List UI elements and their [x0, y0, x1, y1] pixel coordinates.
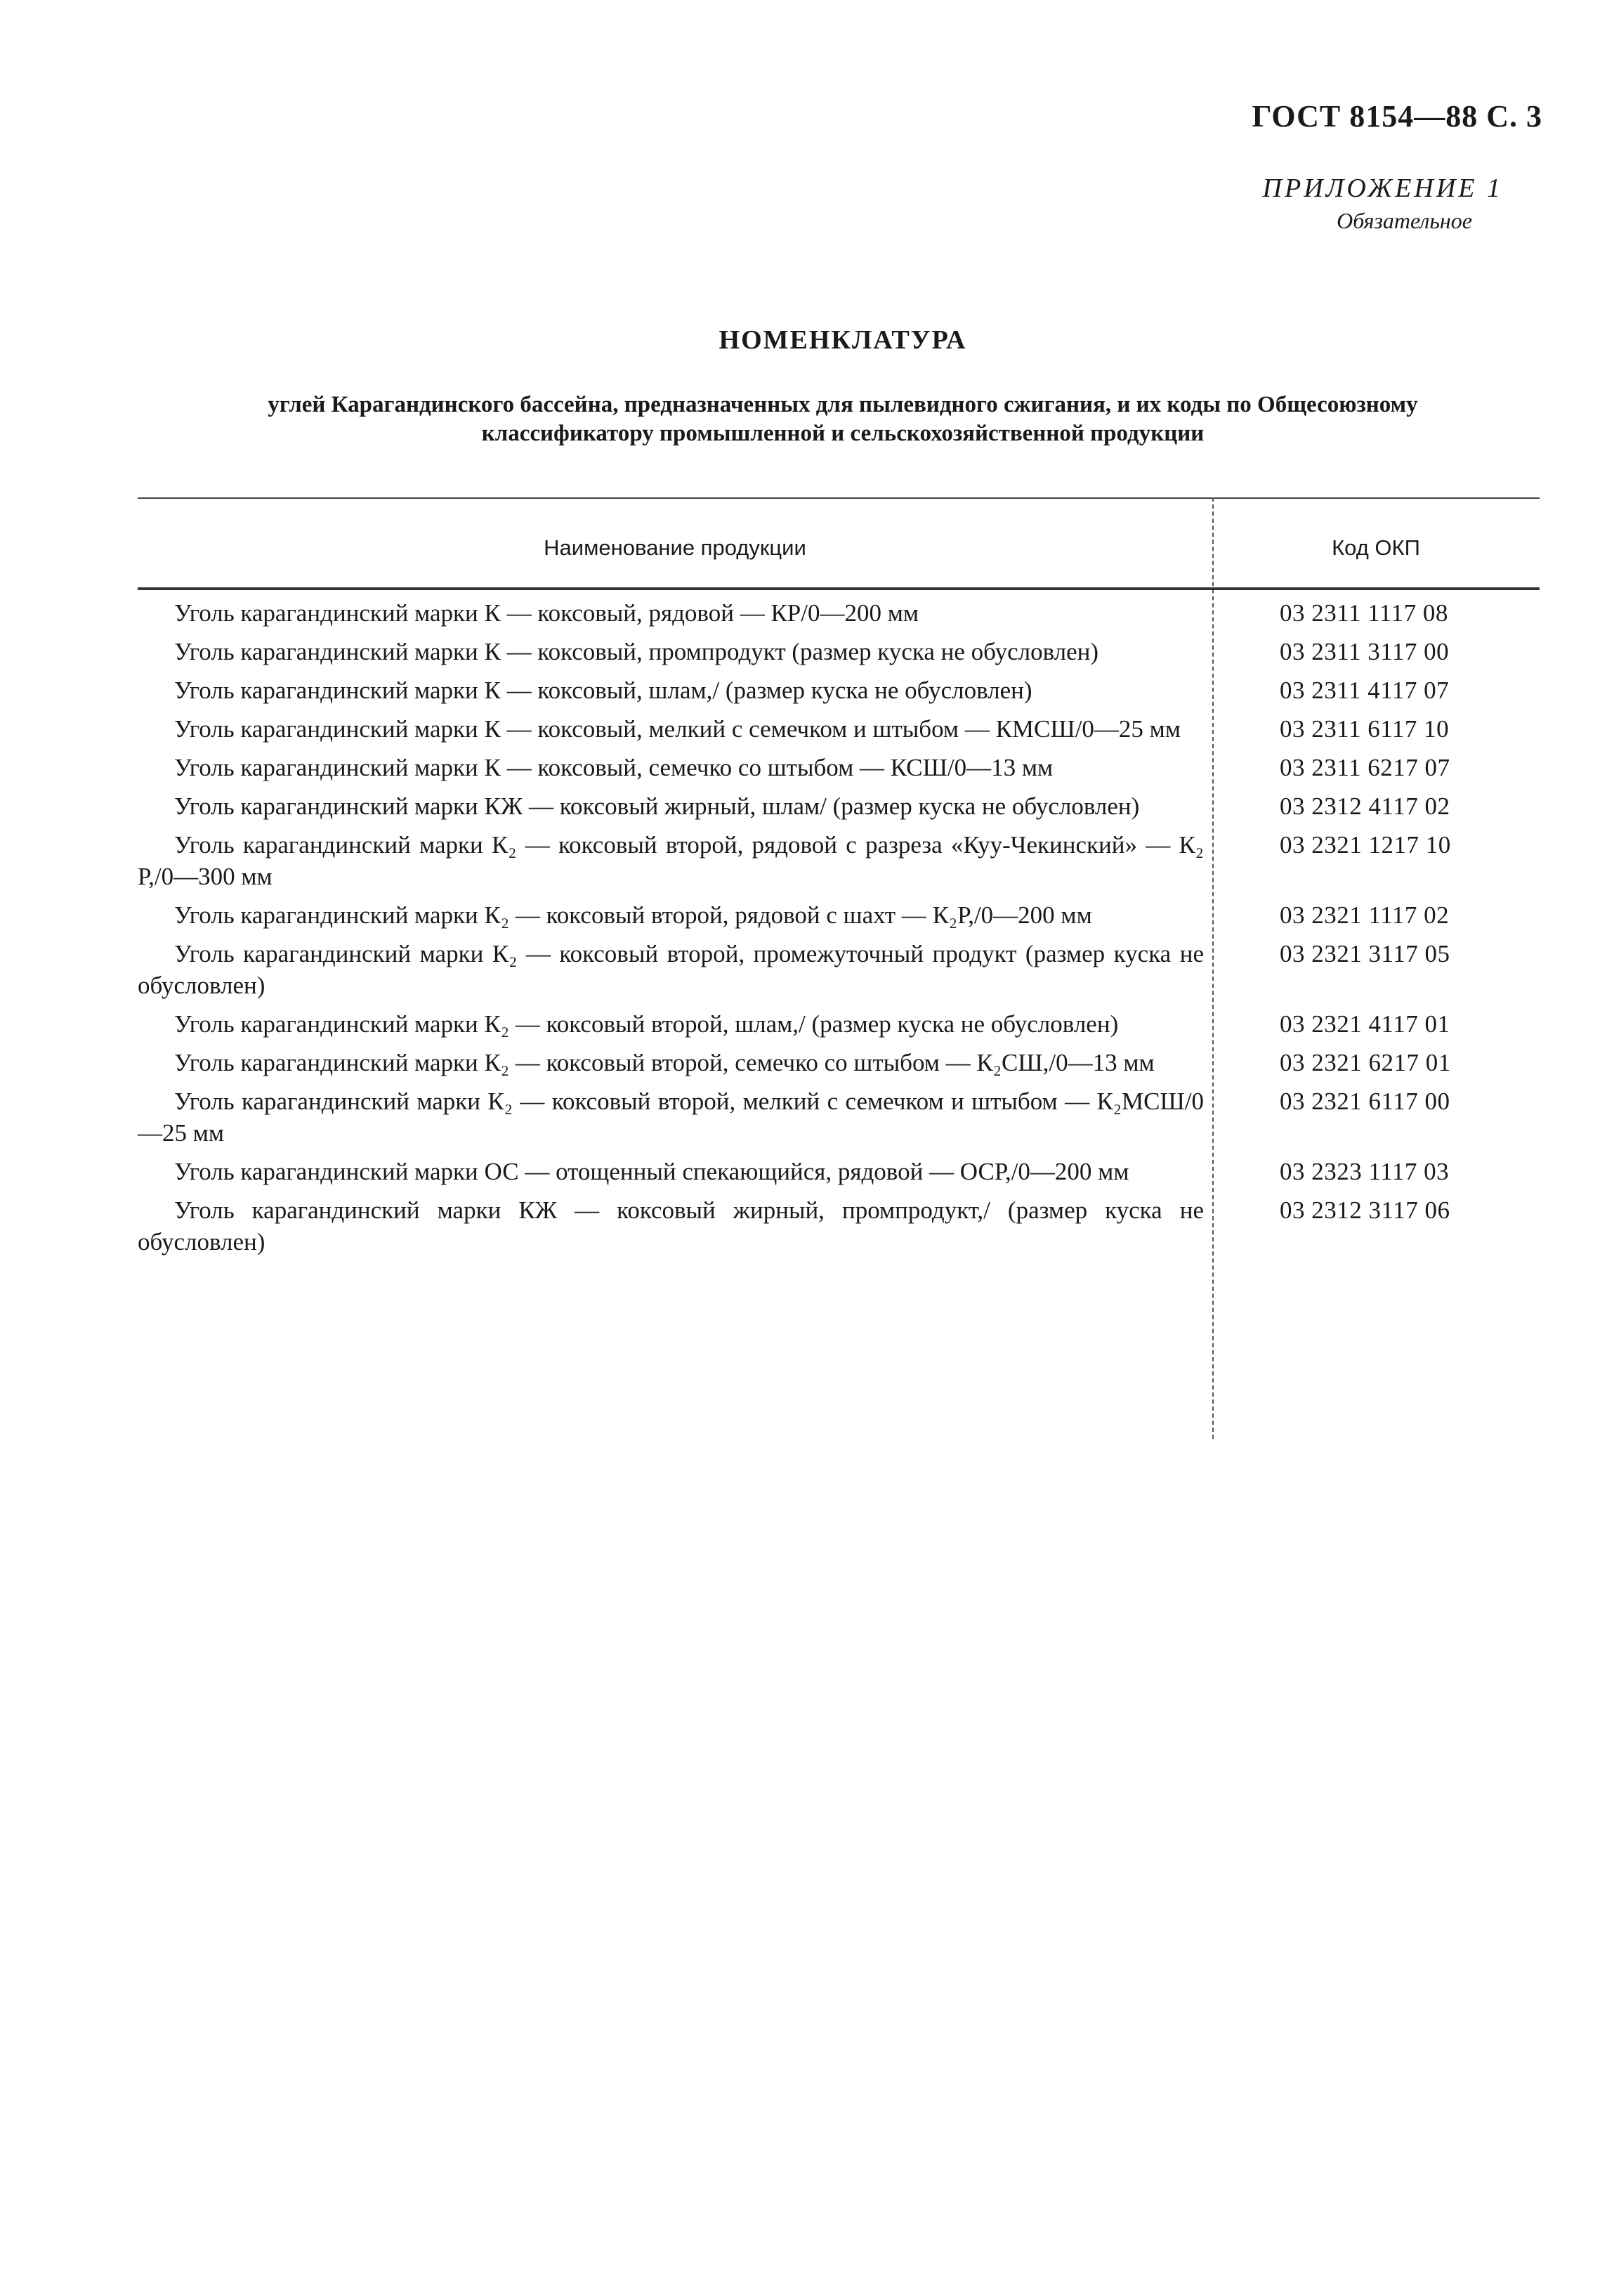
table-row	[138, 790, 1540, 822]
product-name: Уголь карагандинский марки К — коксовый, шлам,/ (размер куска не обусловлен)	[174, 677, 1032, 704]
okp-code: 03 2312 3117 06	[1280, 1196, 1450, 1224]
product-name: Уголь карагандинский марки К₂ — коксовый второй, семечко со штыбом — К₂СШ,/0—13 мм	[174, 1049, 1155, 1076]
document-subtitle: углей Карагандинского бассейна, предназначенных для пылевидного сжигания, и их коды по Общесоюзному классификатору промышленной и сельскохозяйственной продукции	[268, 392, 1418, 446]
product-name: Уголь карагандинский марки К₂ — коксовый второй, шлам,/ (размер куска не обусловлен)	[174, 1010, 1119, 1038]
table-row	[138, 713, 1540, 745]
product-name: Уголь карагандинский марки ОС — отощенный спекающийся, рядовой — ОСР,/0—200 мм	[174, 1158, 1129, 1185]
okp-code: 03 2321 1117 02	[1280, 901, 1450, 929]
okp-code: 03 2323 1117 03	[1280, 1158, 1450, 1185]
table-row	[138, 636, 1540, 667]
okp-code: 03 2311 4117 07	[1280, 677, 1450, 704]
table-row	[138, 1156, 1540, 1187]
okp-code: 03 2321 6117 00	[1280, 1088, 1450, 1115]
product-name: Уголь карагандинский марки К — коксовый, семечко со штыбом — КСШ/0—13 мм	[174, 754, 1054, 781]
product-name: Уголь карагандинский марки К — коксовый, промпродукт (размер куска не обусловлен)	[174, 638, 1099, 665]
table-header-rule	[138, 587, 1540, 590]
okp-code: 03 2311 6117 10	[1280, 715, 1450, 743]
table-row	[138, 899, 1540, 931]
table-body	[138, 597, 1540, 1265]
okp-code: 03 2311 3117 00	[1280, 638, 1450, 665]
product-name: Уголь карагандинский марки К — коксовый, рядовой — КР/0—200 мм	[174, 599, 919, 627]
page-header: ГОСТ 8154—88 С. 3	[1252, 99, 1542, 133]
column-header-name: Наименование продукции	[544, 535, 806, 560]
product-name: Уголь карагандинский марки КЖ — коксовый жирный, шлам/ (размер куска не обусловлен)	[174, 792, 1140, 820]
okp-code: 03 2321 4117 01	[1280, 1010, 1450, 1038]
table-row	[138, 938, 1540, 1001]
table-top-rule	[138, 497, 1540, 499]
column-header-code: Код ОКП	[1332, 535, 1420, 560]
table-row	[138, 1008, 1540, 1040]
table-row	[138, 1194, 1540, 1258]
product-name: Уголь карагандинский марки КЖ — коксовый жирный, промпродукт,/ (размер куска не обусловлен)	[138, 1196, 1204, 1255]
table-row	[138, 829, 1540, 892]
document-title: НОМЕНКЛАТУРА	[719, 325, 967, 355]
okp-code: 03 2311 1117 08	[1280, 599, 1448, 627]
okp-code: 03 2321 3117 05	[1280, 940, 1450, 967]
table-row	[138, 752, 1540, 783]
okp-code: 03 2321 1217 10	[1280, 831, 1451, 859]
product-name: Уголь карагандинский марки К₂ — коксовый второй, рядовой с разреза «Куу-Чекинский» — К₂ Р,/0—300 мм	[138, 831, 1204, 890]
product-name: Уголь карагандинский марки К₂ — коксовый второй, мелкий с семечком и штыбом — К₂МСШ/0—25 мм	[138, 1088, 1204, 1147]
appendix-status: Обязательное	[1337, 208, 1472, 233]
product-name: Уголь карагандинский марки К₂ — коксовый второй, промежуточный продукт (размер куска не обусловлен)	[138, 940, 1204, 999]
okp-code: 03 2311 6217 07	[1280, 754, 1450, 781]
table-row	[138, 597, 1540, 629]
table-row	[138, 1047, 1540, 1078]
appendix-title: ПРИЛОЖЕНИЕ 1	[1262, 174, 1503, 203]
okp-code: 03 2321 6217 01	[1280, 1049, 1451, 1076]
product-name: Уголь карагандинский марки К — коксовый, мелкий с семечком и штыбом — КМСШ/0—25 мм	[174, 715, 1181, 743]
table-row	[138, 1085, 1540, 1149]
table-row	[138, 674, 1540, 706]
product-name: Уголь карагандинский марки К₂ — коксовый второй, рядовой с шахт — К₂Р,/0—200 мм	[174, 901, 1092, 929]
appendix-label	[1263, 173, 1503, 234]
okp-code: 03 2312 4117 02	[1280, 792, 1450, 820]
